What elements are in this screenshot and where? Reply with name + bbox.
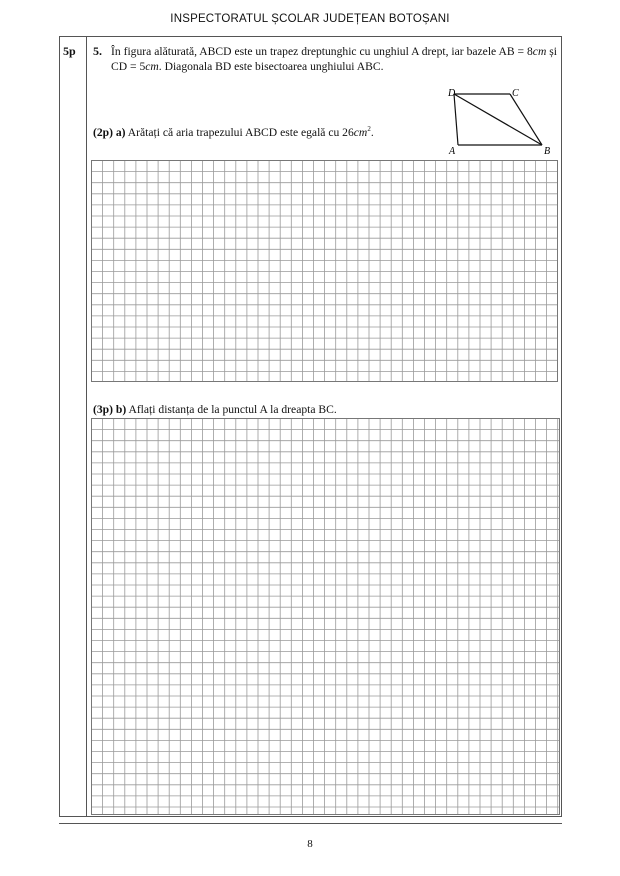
vertex-label-b: B (544, 146, 551, 156)
vertex-label-c: C (512, 88, 519, 99)
part-a-exponent: 2 (367, 125, 371, 133)
question-text-part2: și CD = 5 (111, 45, 557, 73)
vertex-label-d: D (448, 88, 456, 99)
part-a-end: . (370, 125, 374, 139)
diagonal-bd (454, 94, 542, 145)
question-text-part1: În figura alăturată, ABCD este un trapez dreptunghic cu unghiul A drept, iar bazele AB = 8 (111, 45, 533, 58)
answer-grid-b[interactable] (91, 418, 560, 815)
score-column-divider (86, 36, 87, 817)
question-text-part3: . Diagonala BD este bisectoarea unghiului ABC. (158, 60, 384, 73)
score-label: 5p (63, 44, 76, 58)
part-a-unit: cm (353, 125, 368, 139)
side-cb (510, 94, 542, 145)
part-b-text: Aflați distanța de la punctul A la dreapta BC. (128, 403, 337, 416)
vertex-label-a: A (449, 146, 456, 156)
answer-grid-a[interactable] (91, 160, 558, 382)
part-a-prompt (93, 125, 374, 139)
question-text (111, 44, 557, 74)
part-a-points: (2p) a) (93, 125, 126, 139)
unit-cm-ab: cm (532, 45, 547, 58)
unit-cm-cd: cm (145, 60, 159, 73)
page-number: 8 (307, 838, 313, 850)
trapezoid-figure (446, 84, 558, 156)
footer-rule (59, 823, 562, 824)
page-header: INSPECTORATUL ȘCOLAR JUDEȚEAN BOTOȘANI (170, 13, 450, 25)
part-b-points: (3p) b) (93, 403, 127, 416)
side-ad (454, 94, 458, 145)
question-number: 5. (93, 44, 102, 58)
part-b-prompt (93, 403, 337, 416)
part-a-text: Arătați că aria trapezului ABCD este egală cu 26 (127, 125, 354, 139)
